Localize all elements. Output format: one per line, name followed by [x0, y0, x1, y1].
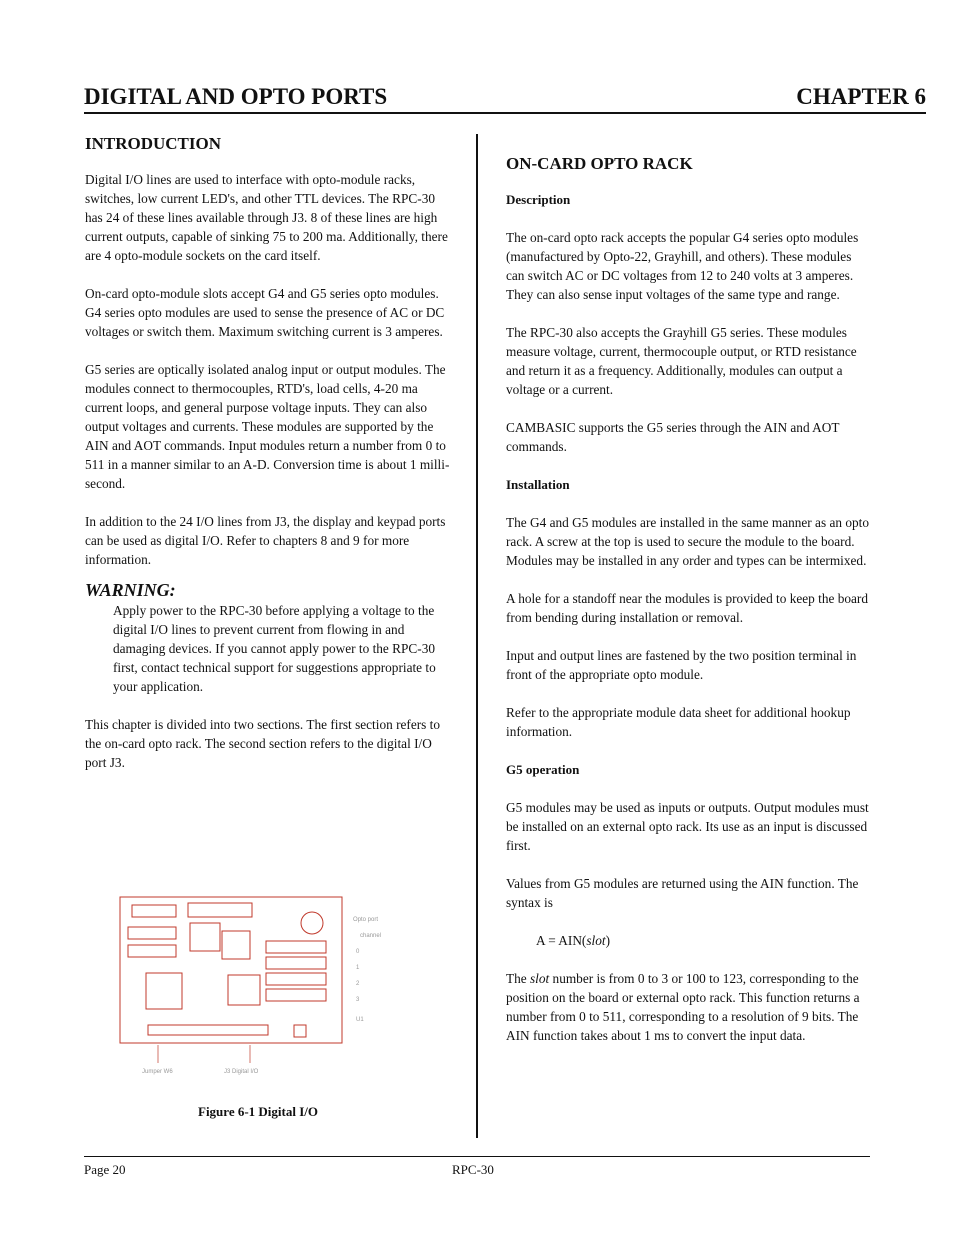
terminal-block: [294, 1025, 306, 1037]
chip-5: [190, 923, 220, 951]
intro-paragraph-4: In addition to the 24 I/O lines from J3, the display and keypad ports can be used as digital I/O. Refer to chapters 8 and 9 for more information.: [85, 514, 446, 567]
chip-8: [146, 973, 182, 1009]
warning-heading: WARNING:: [85, 580, 176, 600]
right-column: [506, 152, 872, 1045]
opto-slot-0: [266, 941, 326, 953]
chip-3: [128, 927, 176, 939]
g5-p3-slot: slot: [530, 971, 550, 986]
g5-paragraph-1: G5 modules may be used as inputs or outputs. Output modules must be installed on an external opto rack. Its use as an input is discussed first.: [506, 800, 869, 853]
footer-rule: [84, 1156, 870, 1157]
column-divider: [476, 134, 478, 1138]
chip-4: [128, 945, 176, 957]
intro-paragraph-3: G5 series are optically isolated analog input or output modules. The modules connect to thermocouples, RTD's, load cells, 4-20 ma current loops, and general purpose voltage inputs. They can also output voltages and currents. These modules are supported by the AIN and AOT commands. Input modules return a number from 0 to 511 in a manner similar to an A-D. Conversion time is about 1 milli-second.: [85, 362, 450, 491]
intro-paragraph-1: Digital I/O lines are used to interface with opto-module racks, switches, low current LED's, and other TTL devices. The RPC-30 has 24 of these lines available through J3. 8 of these lines are high current outputs, capable of sinking 75 to 200 ma. Additionally, there are 4 opto-module sockets on the card itself.: [85, 172, 448, 263]
installation-paragraph-3: Input and output lines are fastened by the two position terminal in front of the appropriate opto module.: [506, 648, 857, 682]
document-name: RPC-30: [452, 1162, 494, 1177]
figure-label-opto-port: Opto port: [353, 917, 379, 923]
installation-paragraph-2: A hole for a standoff near the modules is provided to keep the board from bending during installation or removal.: [506, 591, 868, 625]
g5-paragraph-2: Values from G5 modules are returned using the AIN function. The syntax is: [506, 876, 859, 910]
chapter-number: CHAPTER 6: [796, 84, 926, 109]
ain-syntax-slot: slot: [586, 933, 606, 948]
installation-paragraph-4: Refer to the appropriate module data sheet for additional hookup information.: [506, 705, 851, 739]
opto-slot-3: [266, 989, 326, 1001]
figure-label-ch0: 0: [356, 949, 360, 955]
chip-6: [222, 931, 250, 959]
g5-p3-rest: number is from 0 to 3 or 100 to 123, corresponding to the position on the board or external opto rack. This function returns a number from 0 to 511, corresponding to a resolution of 9 bits. The AIN function takes about 1 ms to convert the input data.: [506, 971, 860, 1043]
installation-paragraph-1: The G4 and G5 modules are installed in the same manner as an opto rack. A screw at the top is used to secure the module to the board. Modules may be installed in any order and types can be intermixed.: [506, 515, 869, 568]
figure-label-ch2: 2: [356, 981, 360, 987]
figure-label-ch3: 3: [356, 997, 360, 1003]
warning-text: Apply power to the RPC-30 before applying a voltage to the digital I/O lines to prevent current from flowing in and damaging devices. If you cannot apply power to the RPC-30 first, contact technical support for suggestions appropriate to your application.: [113, 603, 436, 694]
ain-syntax: [506, 931, 872, 950]
header-rule: [84, 112, 926, 114]
board-outline: [120, 897, 342, 1043]
figure-label-jumper: Jumper W6: [142, 1069, 173, 1075]
installation-heading: Installation: [506, 477, 570, 492]
chapter-title: DIGITAL AND OPTO PORTS: [84, 84, 388, 109]
chip-7: [228, 975, 260, 1005]
left-column: [85, 132, 451, 772]
g5-paragraph-3: [506, 969, 872, 1045]
description-paragraph-1: The on-card opto rack accepts the popular G4 series opto modules (manufactured by Opto-22, Grayhill, and others). These modules can switch AC or DC voltages from 12 to 240 volts at 3 amperes. They can also sense input voltages of the same type and range.: [506, 230, 859, 302]
header-strip: [148, 1025, 268, 1035]
ain-syntax-suffix: ): [605, 933, 610, 948]
opto-slot-2: [266, 973, 326, 985]
figure-caption: Figure 6-1 Digital I/O: [198, 1104, 319, 1119]
ain-syntax-prefix: A = AIN(: [536, 933, 587, 948]
figure-label-ch1: 1: [356, 965, 360, 971]
figure-label-j3: J3 Digital I/O: [224, 1069, 259, 1075]
description-heading: Description: [506, 192, 571, 207]
intro-paragraph-2: On-card opto-module slots accept G4 and G5 series opto modules. G4 series opto modules are used to sense the presence of AC or DC voltages or switch them. Maximum switching current is 3 amperes.: [85, 286, 445, 339]
figure-label-u1: U1: [356, 1017, 364, 1023]
opto-rack-heading: ON-CARD OPTO RACK: [506, 154, 693, 173]
digital-io-board-figure: [118, 895, 388, 1085]
page-number: Page 20: [84, 1162, 126, 1177]
description-paragraph-2: The RPC-30 also accepts the Grayhill G5 series. These modules measure voltage, current, thermocouple output, or RTD resistance and return it as a frequency. Additionally, modules can output a voltage or a current.: [506, 325, 857, 397]
description-paragraph-3: CAMBASIC supports the G5 series through the AIN and AOT commands.: [506, 420, 840, 454]
g5-operation-heading: G5 operation: [506, 762, 580, 777]
g5-p3-prefix: The: [506, 971, 530, 986]
standoff-hole: [301, 912, 323, 934]
chip-2: [188, 903, 252, 917]
figure-label-channel: channel: [360, 933, 382, 939]
chip-1: [132, 905, 176, 917]
opto-slot-1: [266, 957, 326, 969]
sections-paragraph: This chapter is divided into two sections. The first section refers to the on-card opto rack. The second section refers to the digital I/O port J3.: [85, 717, 440, 770]
introduction-heading: INTRODUCTION: [85, 134, 222, 153]
